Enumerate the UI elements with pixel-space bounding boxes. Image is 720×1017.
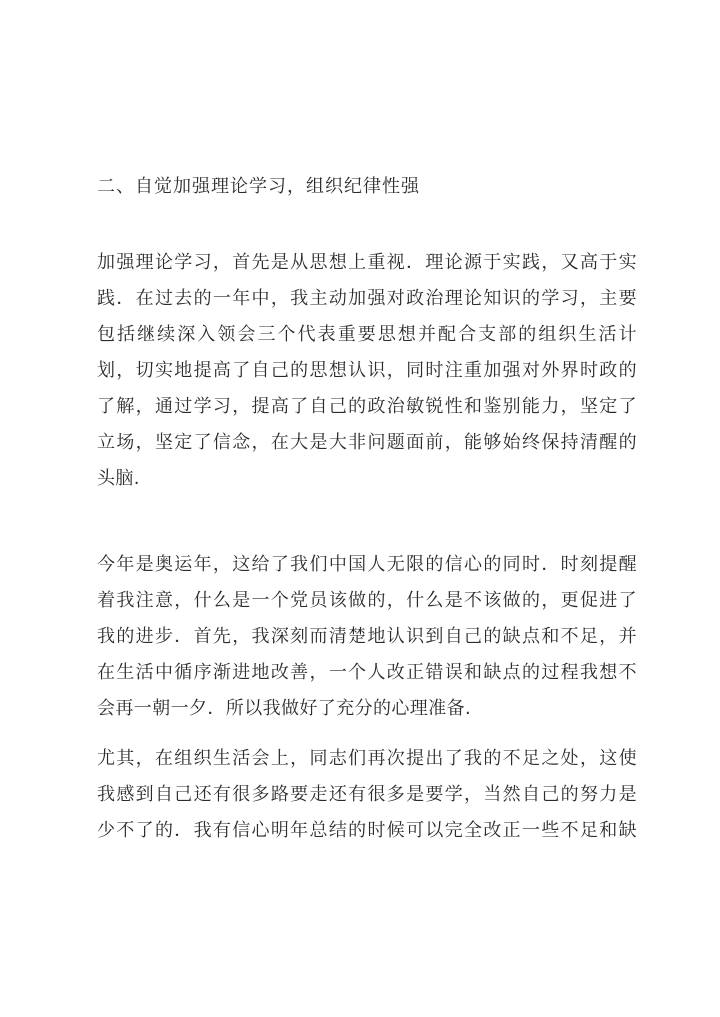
paragraph-line: 少不了的．我有信心明年总结的时候可以完全改正一些不足和缺 [97,820,637,841]
paragraph-line: 加强理论学习，首先是从思想上重视．理论源于实践，又高于实 [97,252,637,273]
paragraph-line: 划，切实地提高了自己的思想认识，同时注重加强对外界时政的 [97,360,637,381]
paragraph-theory-study [97,245,637,497]
paragraph-line: 在生活中循序渐进地改善，一个人改正错误和缺点的过程我想不 [97,662,637,683]
paragraph-line: 包括继续深入领会三个代表重要思想并配合支部的组织生活计 [97,324,637,345]
paragraph-line: 尤其，在组织生活会上，同志们再次提出了我的不足之处，这使 [97,748,637,769]
paragraph-line: 会再一朝一夕．所以我做好了充分的心理准备. [97,698,472,719]
paragraph-line: 头脑. [97,468,140,489]
paragraph-line: 了解，通过学习，提高了自己的政治敏锐性和鉴别能力，坚定了 [97,396,637,417]
section-heading: 二、自觉加强理论学习，组织纪律性强 [97,176,420,197]
paragraph-line: 我感到自己还有很多路要走还有很多是要学，当然自己的努力是 [97,784,637,805]
paragraph-line: 践．在过去的一年中，我主动加强对政治理论知识的学习，主要 [97,288,637,309]
paragraph-line: 着我注意，什么是一个党员该做的，什么是不该做的，更促进了 [97,590,637,611]
paragraph-line: 今年是奥运年，这给了我们中国人无限的信心的同时．时刻提醒 [97,554,637,575]
paragraph-organization-life [97,741,637,849]
paragraph-line: 立场，坚定了信念，在大是大非问题面前，能够始终保持清醒的 [97,432,637,453]
paragraph-olympic-year [97,547,637,727]
paragraph-line: 我的进步．首先，我深刻而清楚地认识到自己的缺点和不足，并 [97,626,637,647]
